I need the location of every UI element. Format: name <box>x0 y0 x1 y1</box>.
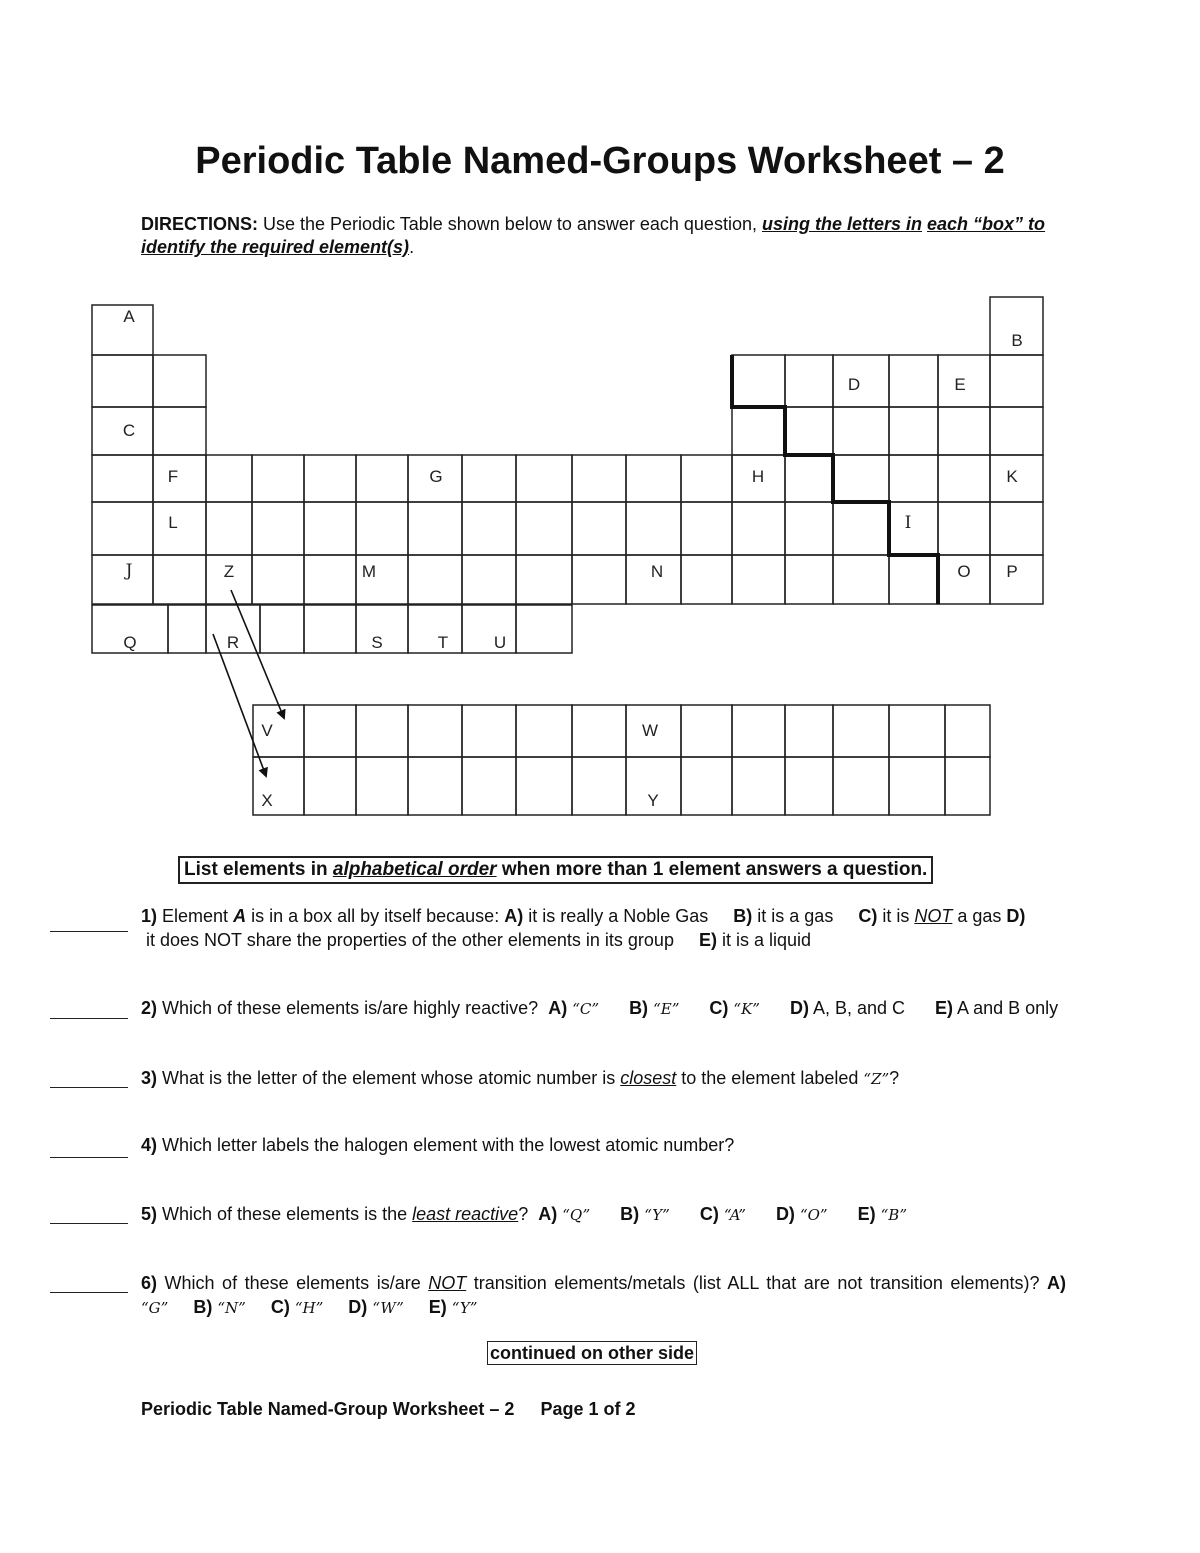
element-e-label: E <box>954 375 966 394</box>
q5-number: 5) <box>141 1204 158 1224</box>
q3-end: ? <box>889 1068 900 1088</box>
answer-blank-5[interactable] <box>50 1223 128 1224</box>
element-i-label: I <box>904 513 912 533</box>
element-k-label: K <box>1006 467 1018 486</box>
q5-option-e: E) <box>857 1204 876 1224</box>
q5-text: Which of these elements is the <box>157 1204 413 1224</box>
question-4 <box>141 1133 1066 1157</box>
element-g-label: G <box>429 467 443 486</box>
question-1 <box>141 904 1066 952</box>
element-w-label: W <box>641 721 659 740</box>
cell-period-6-group-15 <box>833 555 889 604</box>
q3-text-2: to the element labeled <box>676 1068 864 1088</box>
cell-period-5-group-1 <box>92 502 153 555</box>
question-5 <box>141 1202 1066 1227</box>
q4-text: Which letter labels the halogen element with the lowest atomic number? <box>157 1135 735 1155</box>
cell-period-3-group-18 <box>990 407 1043 455</box>
q2-text: Which of these elements is/are highly reactive? <box>157 998 549 1018</box>
cell-period-4-group-9 <box>516 455 572 502</box>
note-text-pre: List elements in <box>184 859 333 880</box>
q6-option-e: E) <box>428 1297 447 1317</box>
actinide-cell-11 <box>785 757 833 815</box>
directions-text: Use the Periodic Table shown below to answer each question, <box>258 214 762 234</box>
cell-period-3-group-15 <box>833 407 889 455</box>
cell-period-2-group-1 <box>92 355 153 407</box>
cell-period-6-group-14 <box>785 555 833 604</box>
q6-option-c: C) <box>270 1297 290 1317</box>
q1-number: 1) <box>141 906 158 926</box>
cell-period-4-group-1 <box>92 455 153 502</box>
cell-period-6-group-4 <box>252 555 304 604</box>
q1-option-d: D) <box>1006 906 1026 926</box>
actinide-cell-7 <box>572 757 626 815</box>
q3-z-value: “Z” <box>863 1070 890 1088</box>
cell-period-5-group-3 <box>206 502 252 555</box>
q2-option-b-value: “E” <box>653 1000 680 1018</box>
cell-period-7-5 <box>304 605 356 653</box>
element-h-label: H <box>751 467 765 486</box>
cell-period-5-group-4 <box>252 502 304 555</box>
directions-emphasis-1: using the letters in <box>761 214 922 234</box>
q6-option-a-value: “G” <box>141 1299 169 1317</box>
element-m-label: M <box>361 562 377 581</box>
q1-option-d-text: it does NOT share the properties of the other elements in its group <box>141 930 699 950</box>
cell-period-6-group-12 <box>681 555 732 604</box>
q1-option-a: A) <box>504 906 524 926</box>
answer-blank-3[interactable] <box>50 1087 128 1088</box>
q1-not: NOT <box>914 906 953 926</box>
cell-period-4-group-2 <box>153 455 206 502</box>
element-a-label: A <box>123 307 135 326</box>
lanthanide-cell-7 <box>572 705 626 757</box>
element-b-label: B <box>1011 331 1023 350</box>
q1-option-b: B) <box>733 906 753 926</box>
arrow-z-to-v <box>231 590 284 718</box>
q6-option-b-value: “N” <box>217 1299 246 1317</box>
cell-period-5-group-15 <box>833 502 889 555</box>
cell-period-5-group-18 <box>990 502 1043 555</box>
element-p-label: P <box>1006 562 1018 581</box>
q5-option-d: D) <box>775 1204 795 1224</box>
cell-period-2-group-2 <box>153 355 206 407</box>
element-x-label: X <box>261 791 273 810</box>
cell-period-3-group-17 <box>938 407 990 455</box>
lanthanide-actinide-arrows <box>213 590 284 776</box>
q5-option-b: B) <box>620 1204 640 1224</box>
q1-option-c: C) <box>858 906 878 926</box>
cell-period-5-group-5 <box>304 502 356 555</box>
q6-option-a: A) <box>1047 1273 1066 1293</box>
question-2 <box>141 996 1131 1021</box>
cell-period-2-group-14 <box>785 355 833 407</box>
cell-period-2-group-16 <box>889 355 938 407</box>
actinide-cell-13 <box>889 757 945 815</box>
element-letters <box>123 307 1023 810</box>
q4-number: 4) <box>141 1135 158 1155</box>
q6-option-d-value: “W” <box>372 1299 404 1317</box>
cell-period-5-group-8 <box>462 502 516 555</box>
cell-period-5-group-6 <box>356 502 408 555</box>
element-u-label: U <box>493 633 507 652</box>
answer-blank-4[interactable] <box>50 1157 128 1158</box>
cell-period-4-group-8 <box>462 455 516 502</box>
q2-option-b: B) <box>629 998 649 1018</box>
q1-option-e-text: it is a liquid <box>716 930 812 950</box>
element-o-label: O <box>957 562 971 581</box>
element-v-label: V <box>261 721 273 740</box>
cell-period-6-group-5 <box>304 555 356 604</box>
cell-period-5-group-10 <box>572 502 626 555</box>
q5-option-e-value: “B” <box>880 1206 907 1224</box>
q1-text-1: Element <box>157 906 234 926</box>
lanthanide-cell-13 <box>889 705 945 757</box>
cell-period-5-group-12 <box>681 502 732 555</box>
cell-period-4-group-11 <box>626 455 681 502</box>
cell-period-5-group-17 <box>938 502 990 555</box>
cell-period-3-group-14 <box>785 407 833 455</box>
q2-number: 2) <box>141 998 158 1018</box>
cell-period-6-group-9 <box>516 555 572 604</box>
q2-option-a-value: “C” <box>572 1000 600 1018</box>
element-s-label: S <box>371 633 383 652</box>
q2-option-c: C) <box>709 998 729 1018</box>
cell-period-6-group-8 <box>462 555 516 604</box>
element-q-label: Q <box>123 633 137 652</box>
q1-option-b-text: it is a gas <box>752 906 859 926</box>
q1-element-a: A <box>233 906 247 926</box>
q1-text-2: is in a box all by itself because: <box>246 906 505 926</box>
q2-option-e-text: A and B only <box>953 998 1059 1018</box>
cell-period-2-group-18 <box>990 355 1043 407</box>
actinide-cell-4 <box>408 757 462 815</box>
alphabetical-order-note <box>178 856 933 884</box>
cell-period-7-7 <box>408 605 462 653</box>
answer-blank-2[interactable] <box>50 1018 128 1019</box>
cell-period-5-group-9 <box>516 502 572 555</box>
element-f-label: F <box>167 467 179 486</box>
q5-option-a: A) <box>538 1204 558 1224</box>
q5-text-2: ? <box>518 1204 539 1224</box>
q5-option-c-value: “A” <box>723 1206 746 1224</box>
cell-period-4-group-4 <box>252 455 304 502</box>
cell-period-5-group-16 <box>889 502 938 555</box>
actinide-cell-14 <box>945 757 990 815</box>
cell-period-2-group-13 <box>732 355 785 407</box>
q5-option-c: C) <box>699 1204 719 1224</box>
lanthanide-cell-2 <box>304 705 356 757</box>
lanthanide-cell-3 <box>356 705 408 757</box>
q6-option-e-value: “Y” <box>451 1299 478 1317</box>
cell-period-7-8 <box>462 605 516 653</box>
cell-period-2-group-15 <box>833 355 889 407</box>
cell-period-4-group-16 <box>889 455 938 502</box>
cell-period-6-group-10 <box>572 555 626 604</box>
lanthanide-cell-10 <box>732 705 785 757</box>
q6-text: Which of these elements is/are <box>157 1273 429 1293</box>
element-d-label: D <box>847 375 861 394</box>
q6-option-b: B) <box>193 1297 213 1317</box>
worksheet-title: Periodic Table Named-Groups Worksheet – 2 <box>195 140 1005 182</box>
page-number: Page 1 of 2 <box>540 1399 636 1419</box>
cell-period-6-group-13 <box>732 555 785 604</box>
directions-emphasis-2: each “box” to identify the required element(s) <box>141 214 1046 257</box>
actinide-cell-12 <box>833 757 889 815</box>
lanthanide-cell-6 <box>516 705 572 757</box>
q5-option-d-value: “O” <box>799 1206 828 1224</box>
q2-option-d: D) <box>789 998 809 1018</box>
lanthanide-cell-11 <box>785 705 833 757</box>
lanthanide-cell-12 <box>833 705 889 757</box>
actinide-cell-6 <box>516 757 572 815</box>
q6-not: NOT <box>428 1273 467 1293</box>
cell-period-6-group-7 <box>408 555 462 604</box>
cell-period-5-group-11 <box>626 502 681 555</box>
directions-lead: DIRECTIONS: <box>141 214 258 234</box>
cell-period-4-group-6 <box>356 455 408 502</box>
q1-option-c-text-2: a gas <box>952 906 1007 926</box>
answer-blank-1[interactable] <box>50 931 128 932</box>
actinide-cell-10 <box>732 757 785 815</box>
q5-least-reactive: least reactive <box>412 1204 519 1224</box>
cell-period-4-group-15 <box>833 455 889 502</box>
cell-period-4-group-3 <box>206 455 252 502</box>
cell-period-5-group-2 <box>153 502 206 555</box>
element-l-label: L <box>168 513 178 532</box>
cell-period-7-4 <box>260 605 304 653</box>
cell-period-7-2 <box>168 605 206 653</box>
page-footer <box>141 1399 635 1420</box>
cell-period-4-group-12 <box>681 455 732 502</box>
cell-period-5-group-14 <box>785 502 833 555</box>
q1-option-c-text: it is <box>877 906 915 926</box>
actinide-cell-9 <box>681 757 732 815</box>
element-y-label: Y <box>647 791 659 810</box>
q3-number: 3) <box>141 1068 158 1088</box>
q6-option-c-value: “H” <box>294 1299 324 1317</box>
continued-note: continued on other side <box>487 1341 697 1365</box>
q2-option-d-text: A, B, and C <box>808 998 906 1018</box>
cell-period-6-group-16 <box>889 555 938 604</box>
q6-number: 6) <box>141 1273 158 1293</box>
lanthanide-cell-14 <box>945 705 990 757</box>
element-n-label: N <box>650 562 664 581</box>
cell-period-4-group-5 <box>304 455 356 502</box>
question-3 <box>141 1066 1066 1091</box>
cell-period-5-group-7 <box>408 502 462 555</box>
q1-option-a-text: it is really a Noble Gas <box>523 906 734 926</box>
lanthanide-cell-4 <box>408 705 462 757</box>
cell-period-6-group-2 <box>153 555 206 604</box>
cell-period-7-9 <box>516 605 572 653</box>
actinide-cell-2 <box>304 757 356 815</box>
cell-period-3-group-13 <box>732 407 785 455</box>
q5-option-a-value: “Q” <box>562 1206 591 1224</box>
cell-period-4-group-10 <box>572 455 626 502</box>
q6-text-2: transition elements/metals (list ALL that are not transition elements)? <box>466 1273 1047 1293</box>
answer-blank-6[interactable] <box>50 1292 128 1293</box>
element-t-label: T <box>437 633 449 652</box>
q3-closest: closest <box>620 1068 677 1088</box>
element-z-label: Z <box>223 562 235 581</box>
cell-period-4-group-17 <box>938 455 990 502</box>
footer-title: Periodic Table Named-Group Worksheet – 2 <box>141 1399 515 1419</box>
element-c-label: C <box>122 421 136 440</box>
actinide-cell-5 <box>462 757 516 815</box>
note-emphasis: alphabetical order <box>332 859 497 880</box>
actinide-cell-3 <box>356 757 408 815</box>
lanthanide-cell-9 <box>681 705 732 757</box>
q2-option-a: A) <box>548 998 568 1018</box>
q6-option-d: D) <box>348 1297 368 1317</box>
lanthanide-cell-5 <box>462 705 516 757</box>
cell-period-5-group-13 <box>732 502 785 555</box>
cell-period-3-group-16 <box>889 407 938 455</box>
note-text-post: when more than 1 element answers a question. <box>496 859 928 880</box>
q5-option-b-value: “Y” <box>644 1206 670 1224</box>
q1-option-e: E) <box>698 930 717 950</box>
cell-period-4-group-14 <box>785 455 833 502</box>
question-6 <box>141 1271 1066 1320</box>
directions-end: . <box>409 237 415 257</box>
element-r-label: R <box>226 633 240 652</box>
cell-period-3-group-2 <box>153 407 206 455</box>
cell-period-6-group-1 <box>92 555 153 604</box>
q3-text: What is the letter of the element whose atomic number is <box>157 1068 621 1088</box>
q2-option-c-value: “K” <box>733 1000 760 1018</box>
element-j-label: J <box>125 561 133 581</box>
q2-option-e: E) <box>935 998 954 1018</box>
